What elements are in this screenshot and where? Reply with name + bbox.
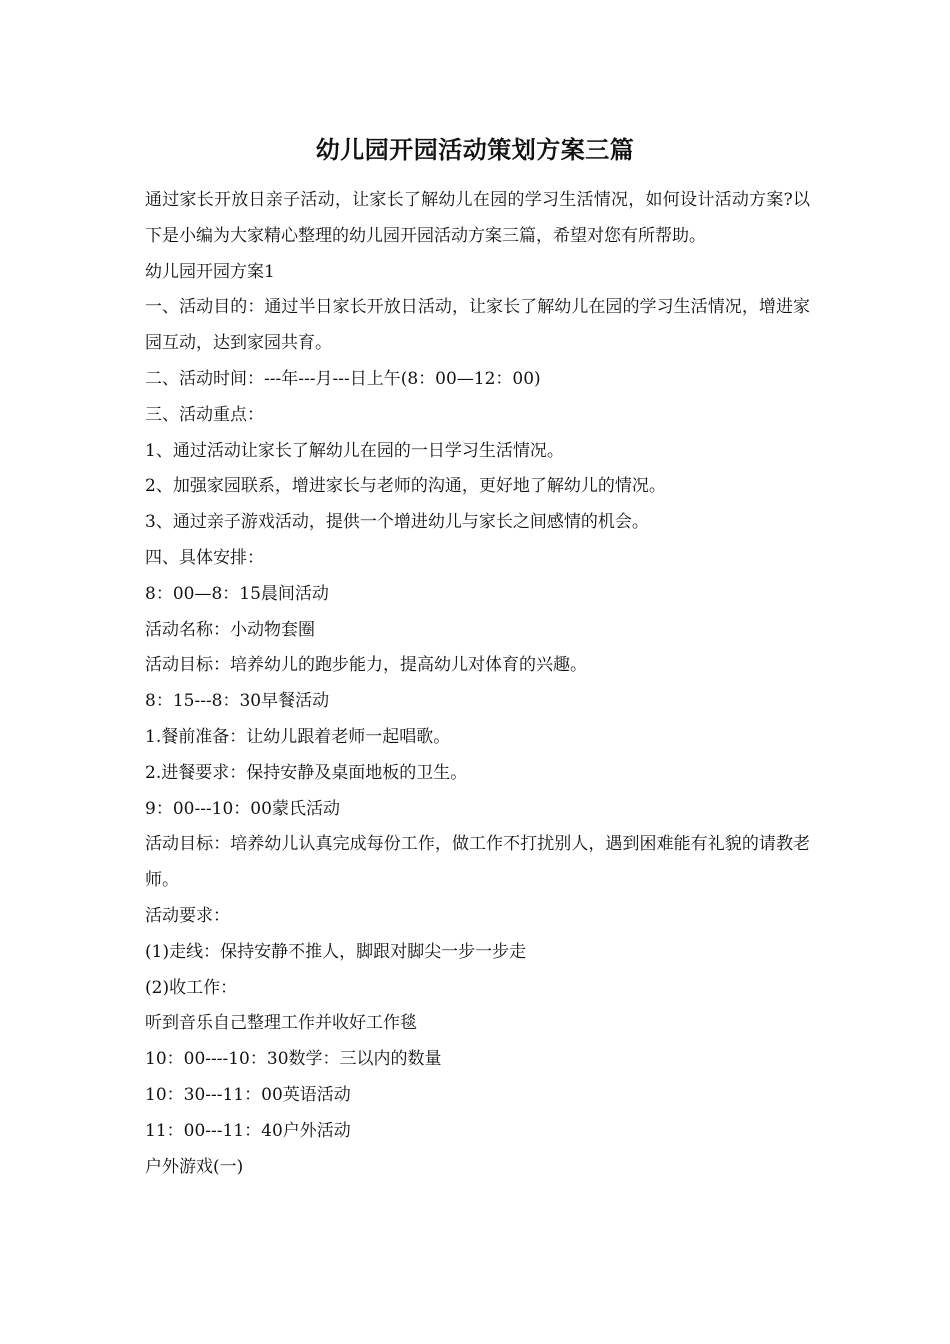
paragraph-plan-heading: 幼儿园开园方案1 bbox=[145, 261, 275, 282]
paragraph-schedule-item: 8：15---8：30早餐活动 bbox=[145, 691, 330, 712]
paragraph-focus-heading: 三、活动重点： bbox=[145, 404, 264, 425]
paragraph-activity-name: 活动名称：小动物套圈 bbox=[145, 619, 315, 640]
paragraph-requirement-1: (1)走线：保持安静不推人，脚跟对脚尖一步一步走 bbox=[145, 941, 527, 962]
paragraph-meal-rules: 2.进餐要求：保持安静及桌面地板的卫生。 bbox=[145, 762, 468, 783]
paragraph-montessori-goal: 活动目标：培养幼儿认真完成每份工作，做工作不打扰别人，遇到困难能有礼貌的请教老师。 bbox=[145, 834, 810, 891]
paragraph-schedule-heading: 四、具体安排： bbox=[145, 547, 264, 568]
paragraph-focus-3: 3、通过亲子游戏活动，提供一个增进幼儿与家长之间感情的机会。 bbox=[145, 512, 649, 533]
paragraph-requirement-2: (2)收工作： bbox=[145, 977, 238, 998]
paragraph-schedule-item: 10：00----10：30数学：三以内的数量 bbox=[145, 1049, 442, 1070]
paragraph-activity-goal: 活动目标：培养幼儿的跑步能力，提高幼儿对体育的兴趣。 bbox=[145, 655, 587, 676]
paragraph-outdoor-game: 户外游戏(一) bbox=[145, 1156, 244, 1177]
document-title: 幼儿园开园活动策划方案三篇 bbox=[315, 135, 635, 164]
paragraph-requirements-heading: 活动要求： bbox=[145, 905, 230, 926]
paragraph-schedule-item: 8：00—8：15晨间活动 bbox=[145, 583, 329, 604]
paragraph-intro: 通过家长开放日亲子活动，让家长了解幼儿在园的学习生活情况，如何设计活动方案?以下是小编为大家精心整理的幼儿园开园活动方案三篇，希望对您有所帮助。 bbox=[145, 190, 810, 246]
document-body bbox=[145, 183, 810, 1185]
paragraph-time: 二、活动时间：---年---月---日上午(8：00—12：00) bbox=[145, 368, 541, 389]
paragraph-purpose: 一、活动目的：通过半日家长开放日活动，让家长了解幼儿在园的学习生活情况，增进家园互动，达到家园共育。 bbox=[145, 297, 810, 354]
paragraph-meal-prep: 1.餐前准备：让幼儿跟着老师一起唱歌。 bbox=[145, 726, 451, 747]
paragraph-focus-1: 1、通过活动让家长了解幼儿在园的一日学习生活情况。 bbox=[145, 440, 564, 461]
paragraph-schedule-item: 11：00---11：40户外活动 bbox=[145, 1120, 351, 1141]
paragraph-schedule-item: 9：00---10：00蒙氏活动 bbox=[145, 798, 340, 819]
paragraph-focus-2: 2、加强家园联系，增进家长与老师的沟通，更好地了解幼儿的情况。 bbox=[145, 476, 666, 497]
paragraph-requirement-2-detail: 听到音乐自己整理工作并收好工作毯 bbox=[145, 1013, 417, 1034]
paragraph-schedule-item: 10：30---11：00英语活动 bbox=[145, 1084, 351, 1105]
